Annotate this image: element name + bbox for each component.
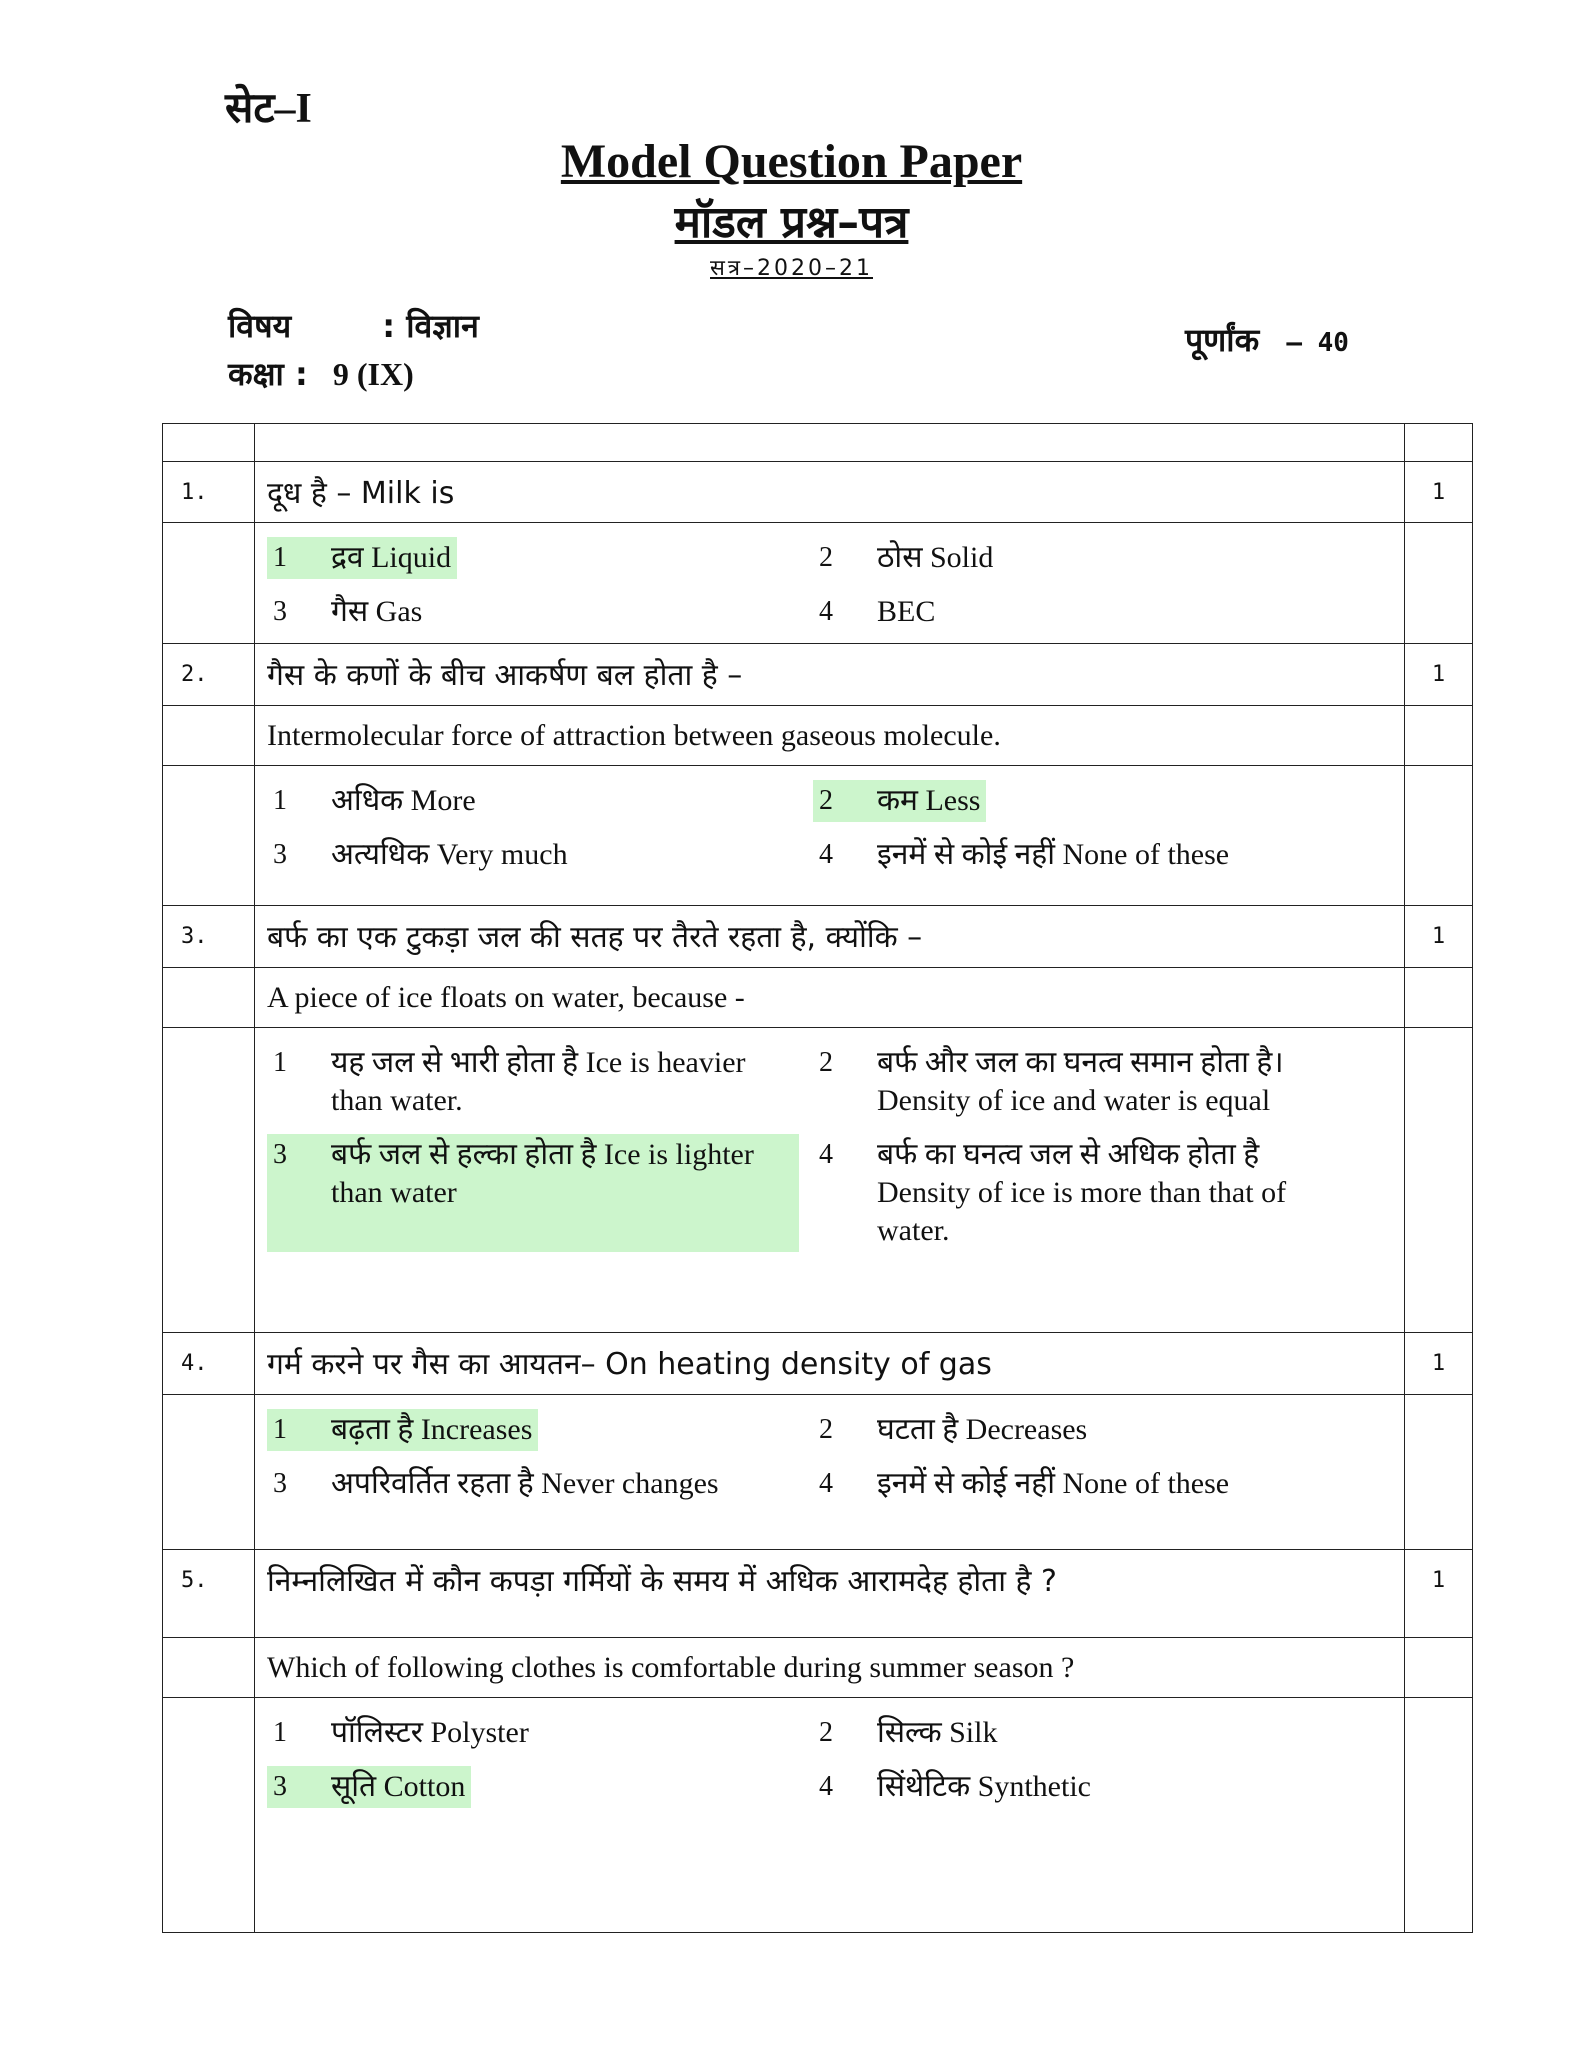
correct-option (813, 780, 986, 822)
question-text-english: A piece of ice floats on water, because - (255, 968, 1405, 1028)
answer-option (267, 834, 574, 876)
answer-option (267, 1712, 535, 1754)
option-text: यह जल से भारी होता है Ice is heavier than water. (331, 1046, 746, 1117)
subject-value: : विज्ञान (382, 307, 479, 345)
option-number: 4 (819, 1139, 833, 1170)
empty-cell (163, 523, 255, 644)
question-row (163, 906, 1473, 968)
option-text: द्रव Liquid (331, 541, 452, 574)
option-number: 2 (819, 1717, 833, 1748)
option-text: इनमें से कोई नहीं None of these (877, 1467, 1230, 1500)
option-number: 3 (273, 839, 287, 870)
options-grid (255, 1395, 1404, 1515)
answer-option (813, 1042, 1345, 1122)
option-number: 3 (273, 1139, 287, 1170)
question-number: 5. (163, 1550, 255, 1638)
subject-line (228, 304, 479, 347)
option-number: 4 (819, 596, 833, 627)
option-number: 2 (819, 1047, 833, 1078)
correct-option (267, 1134, 799, 1252)
option-text: इनमें से कोई नहीं None of these (877, 838, 1230, 871)
set-label: सेट–I (225, 86, 312, 132)
paper-title-english: Model Question Paper (560, 135, 1023, 188)
options-cell (255, 1028, 1405, 1333)
question-number: 2. (163, 644, 255, 706)
question-row (163, 1550, 1473, 1638)
marks-label: पूर्णांक (1185, 321, 1260, 359)
answer-option (813, 1766, 1097, 1808)
options-cell (255, 1395, 1405, 1550)
options-row (163, 1028, 1473, 1333)
empty-cell (163, 424, 255, 462)
question-row (163, 462, 1473, 523)
option-number: 3 (273, 596, 287, 627)
option-number: 2 (819, 1414, 833, 1445)
class-line (228, 352, 414, 395)
answer-option (267, 1463, 725, 1505)
option-text: घटता है Decreases (877, 1413, 1088, 1446)
empty-cell (1405, 1638, 1473, 1698)
question-marks: 1 (1405, 1550, 1473, 1638)
table-header-row (163, 424, 1473, 462)
empty-cell (1405, 1028, 1473, 1333)
options-row (163, 1395, 1473, 1550)
question-number: 1. (163, 462, 255, 523)
question-number: 4. (163, 1333, 255, 1395)
paper-title-hindi: मॉडल प्रश्न–पत्र (674, 197, 909, 248)
question-text: निम्नलिखित में कौन कपड़ा गर्मियों के समय में अधिक आरामदेह होता है ? (255, 1550, 1405, 1638)
option-number: 4 (819, 839, 833, 870)
option-text: पॉलिस्टर Polyster (331, 1716, 529, 1749)
empty-cell (163, 1028, 255, 1333)
empty-cell (163, 1395, 255, 1550)
answer-option (813, 834, 1235, 876)
option-number: 3 (273, 1771, 287, 1802)
empty-cell (163, 706, 255, 766)
option-number: 2 (819, 542, 833, 573)
options-cell (255, 1698, 1405, 1933)
empty-cell (163, 1638, 255, 1698)
empty-cell (255, 424, 1405, 462)
answer-option (267, 780, 482, 822)
correct-option (267, 1766, 471, 1808)
answer-option (813, 1134, 1345, 1252)
options-grid (255, 1698, 1404, 1818)
question-row (163, 644, 1473, 706)
marks-value: – 40 (1286, 328, 1349, 358)
options-cell (255, 523, 1405, 644)
question-english-row (163, 1638, 1473, 1698)
option-text: अपरिवर्तित रहता है Never changes (331, 1467, 719, 1500)
session-label: सत्र–2020–21 (710, 256, 873, 281)
answer-option (267, 1042, 799, 1122)
answer-option (813, 1712, 1003, 1754)
answer-option (813, 537, 999, 579)
empty-cell (1405, 1698, 1473, 1933)
question-row (163, 1333, 1473, 1395)
empty-cell (163, 1698, 255, 1933)
options-grid (255, 523, 1404, 643)
empty-cell (163, 968, 255, 1028)
option-text: बर्फ का घनत्व जल से अधिक होता है Density of ice is more than that of water. (877, 1138, 1287, 1247)
question-text: गर्म करने पर गैस का आयतन– On heating density of gas (255, 1333, 1405, 1395)
empty-cell (1405, 968, 1473, 1028)
option-text: गैस Gas (331, 595, 423, 628)
question-marks: 1 (1405, 644, 1473, 706)
question-text: गैस के कणों के बीच आकर्षण बल होता है – (255, 644, 1405, 706)
answer-option (813, 591, 941, 633)
total-marks (1185, 318, 1349, 361)
options-grid (255, 1028, 1404, 1262)
answer-option (267, 591, 428, 633)
answer-option (813, 1463, 1235, 1505)
question-english-row (163, 706, 1473, 766)
empty-cell (1405, 766, 1473, 906)
empty-cell (163, 766, 255, 906)
answer-option (813, 1409, 1093, 1451)
options-row (163, 523, 1473, 644)
option-number: 1 (273, 542, 287, 573)
option-text: कम Less (877, 784, 981, 817)
option-text: बढ़ता है Increases (331, 1413, 533, 1446)
correct-option (267, 537, 457, 579)
empty-cell (1405, 706, 1473, 766)
question-number: 3. (163, 906, 255, 968)
question-marks: 1 (1405, 462, 1473, 523)
options-row (163, 766, 1473, 906)
class-value: 9 (IX) (332, 356, 414, 392)
option-text: अधिक More (331, 784, 476, 817)
option-text: BEC (877, 595, 936, 628)
class-label: कक्षा : (228, 355, 308, 393)
question-marks: 1 (1405, 1333, 1473, 1395)
question-text: दूध है – Milk is (255, 462, 1405, 523)
question-text-english: Which of following clothes is comfortable during summer season ? (255, 1638, 1405, 1698)
option-number: 4 (819, 1468, 833, 1499)
empty-cell (1405, 1395, 1473, 1550)
option-text: बर्फ और जल का घनत्व समान होता है। Density of ice and water is equal (877, 1046, 1284, 1117)
option-number: 2 (819, 785, 833, 816)
options-grid (255, 766, 1404, 886)
option-text: सूति Cotton (331, 1770, 466, 1803)
question-english-row (163, 968, 1473, 1028)
option-text: सिल्क Silk (877, 1716, 998, 1749)
question-text-english: Intermolecular force of attraction between gaseous molecule. (255, 706, 1405, 766)
option-number: 1 (273, 1414, 287, 1445)
correct-option (267, 1409, 538, 1451)
option-number: 1 (273, 1047, 287, 1078)
options-cell (255, 766, 1405, 906)
option-text: बर्फ जल से हल्का होता है Ice is lighter than water (331, 1138, 754, 1209)
option-number: 3 (273, 1468, 287, 1499)
option-text: अत्यधिक Very much (331, 838, 568, 871)
empty-cell (1405, 523, 1473, 644)
question-marks: 1 (1405, 906, 1473, 968)
question-table (162, 423, 1473, 1933)
option-text: सिंथेटिक Synthetic (877, 1770, 1091, 1803)
option-number: 1 (273, 785, 287, 816)
subject-label: विषय (228, 307, 292, 345)
option-number: 1 (273, 1717, 287, 1748)
question-text: बर्फ का एक टुकड़ा जल की सतह पर तैरते रहता है, क्योंकि – (255, 906, 1405, 968)
options-row (163, 1698, 1473, 1933)
option-text: ठोस Solid (877, 541, 994, 574)
empty-cell (1405, 424, 1473, 462)
option-number: 4 (819, 1771, 833, 1802)
